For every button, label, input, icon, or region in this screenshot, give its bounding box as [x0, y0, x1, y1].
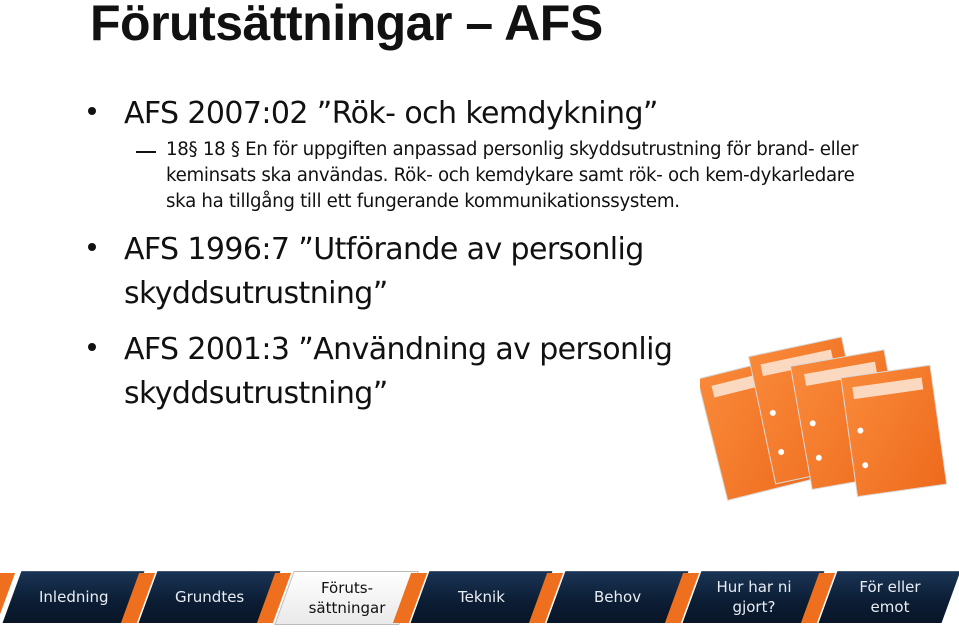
- nav-label: Hur har ni gjort?: [715, 578, 792, 616]
- bullet-dot: [88, 343, 96, 351]
- nav-item-for-eller-emot[interactable]: [819, 571, 959, 623]
- nav-label: Föruts-sättningar: [308, 579, 385, 617]
- bullet-text: AFS 1996:7 ”Utförande av personlig skyddsutrustning”: [124, 232, 644, 311]
- bullet-dot: [88, 243, 96, 251]
- nav-label: Inledning: [38, 588, 109, 606]
- bullet-dot: [88, 107, 96, 115]
- sub-bullet-dash: [136, 151, 156, 153]
- nav-label: För eller emot: [858, 578, 921, 616]
- bullet-text: AFS 2007:02 ”Rök- och kemdykning”: [124, 96, 658, 131]
- nav-label: Behov: [593, 588, 642, 606]
- nav-label: Grundtes: [174, 588, 245, 606]
- section-nav-bar: [0, 555, 959, 642]
- sub-bullet-text: 18§ 18 § En för uppgiften anpassad personlig skyddsutrustning för brand- eller keminsats ska användas. Rök- och kemdykare samt rök- och kem-dykarledare ska ha tillgång till ett fungerande kommunikationssystem.: [166, 139, 859, 212]
- nav-label: Teknik: [458, 588, 505, 606]
- slide-title: Förutsättningar – AFS: [90, 0, 603, 51]
- afs-booklets-image: [700, 325, 950, 505]
- bullet-text: AFS 2001:3 ”Användning av personlig skyddsutrustning”: [124, 332, 673, 411]
